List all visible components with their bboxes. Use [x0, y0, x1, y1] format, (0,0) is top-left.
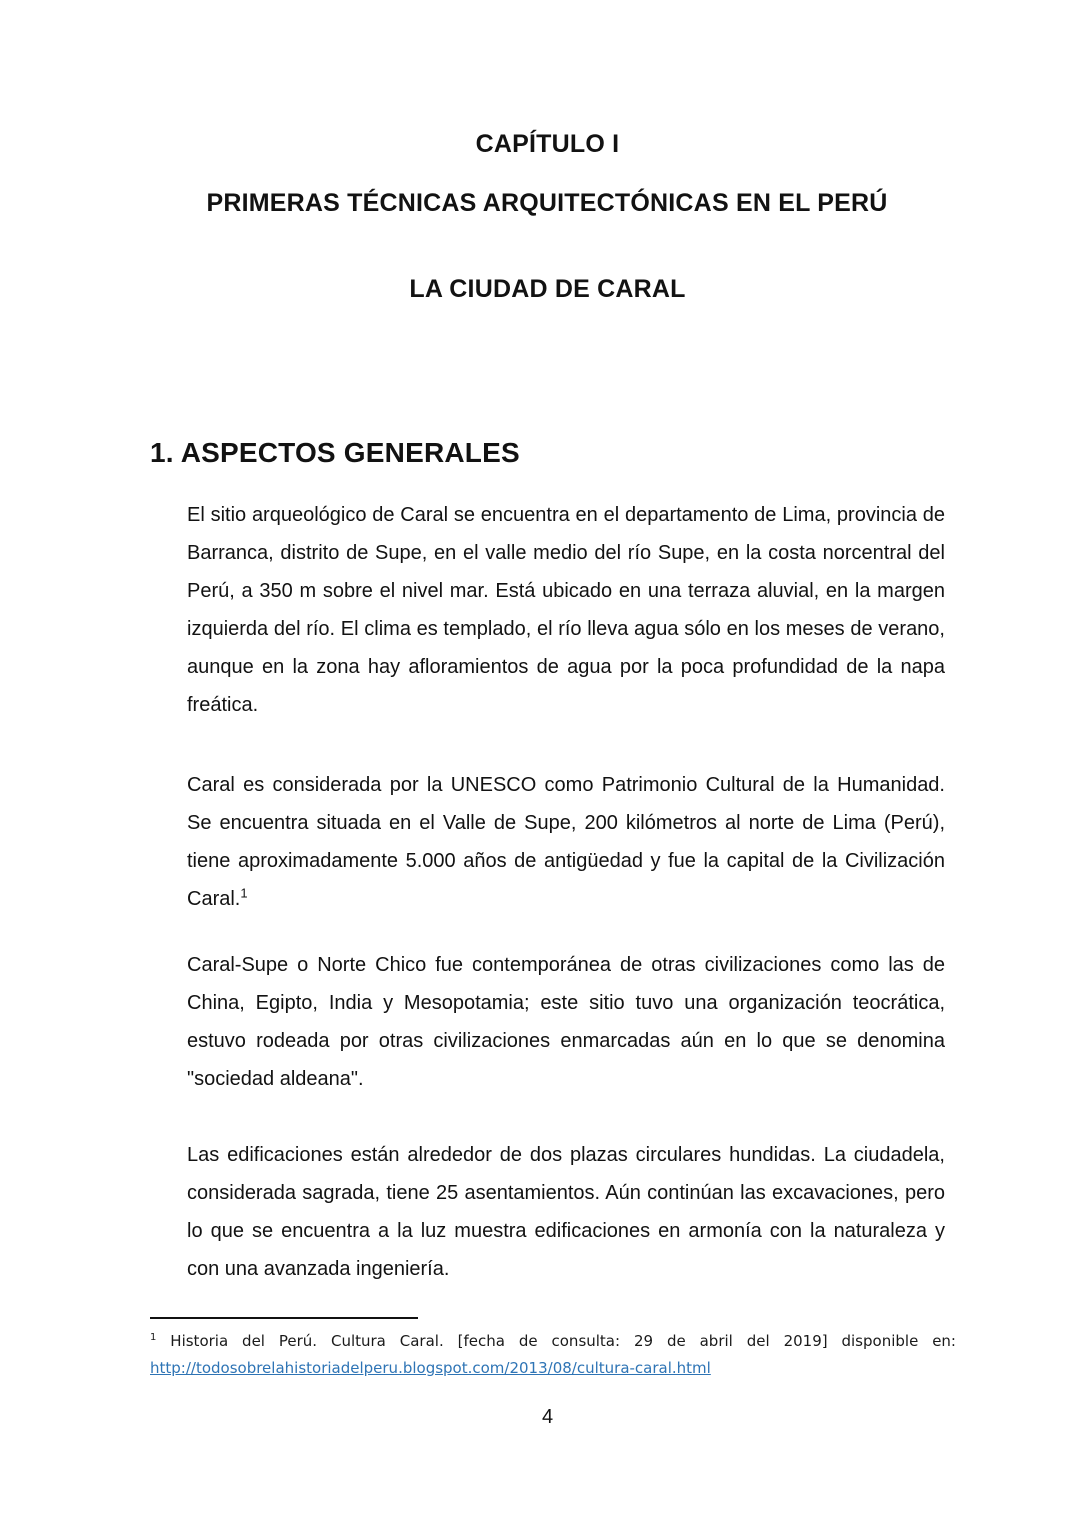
document-subject-title: LA CIUDAD DE CARAL — [409, 275, 686, 303]
paragraph-4-text: Las edificaciones están alrededor de dos plazas circulares hundidas. La ciudadela, considerada sagrada, tiene 25 asentamientos. Aún continúan las excavaciones, pero lo que se encuentra a la luz muestra edificaciones en armonía con la naturaleza y con una avanzada ingeniería. — [187, 1144, 945, 1280]
footnote-separator — [150, 1317, 418, 1319]
section-heading: 1. ASPECTOS GENERALES — [150, 437, 520, 468]
footnote-marker: 1 — [150, 1332, 157, 1343]
paragraph-2-text: Caral es considerada por la UNESCO como Patrimonio Cultural de la Humanidad. Se encuentra situada en el Valle de Supe, 200 kilómetros al norte de Lima (Perú), tiene aproximadamente 5.000 años de antigüedad y fue la capital de la Civilización Caral. — [187, 774, 945, 910]
footnote-link[interactable]: http://todosobrelahistoriadelperu.blogspot.com/2013/08/cultura-caral.html — [150, 1359, 711, 1377]
footnote-text: Historia del Perú. Cultura Caral. [fecha de consulta: 29 de abril del 2019] disponible en: — [170, 1332, 956, 1350]
paragraph-1-text: El sitio arqueológico de Caral se encuentra en el departamento de Lima, provincia de Barranca, distrito de Supe, en el valle medio del río Supe, en la costa norcentral del Perú, a 350 m sobre el nivel mar. Está ubicado en una terraza aluvial, en la margen izquierda del río. El clima es templado, el río lleva agua sólo en los meses de verano, aunque en la zona hay afloramientos de agua por la poca profundidad de la napa freática. — [187, 504, 945, 716]
chapter-subtitle: PRIMERAS TÉCNICAS ARQUITECTÓNICAS EN EL PERÚ — [206, 189, 888, 217]
footnote — [150, 1328, 956, 1382]
paragraph-1 — [187, 496, 945, 724]
paragraph-3 — [187, 946, 945, 1098]
paragraph-4 — [187, 1136, 945, 1288]
footnote-reference: 1 — [240, 885, 248, 901]
paragraph-3-text: Caral-Supe o Norte Chico fue contemporánea de otras civilizaciones como las de China, Egipto, India y Mesopotamia; este sitio tuvo una organización teocrática, estuvo rodeada por otras civilizaciones enmarcadas aún en lo que se denomina "sociedad aldeana". — [187, 954, 945, 1090]
paragraph-2 — [187, 766, 945, 918]
page-number: 4 — [541, 1406, 554, 1428]
chapter-title: CAPÍTULO I — [475, 130, 620, 158]
